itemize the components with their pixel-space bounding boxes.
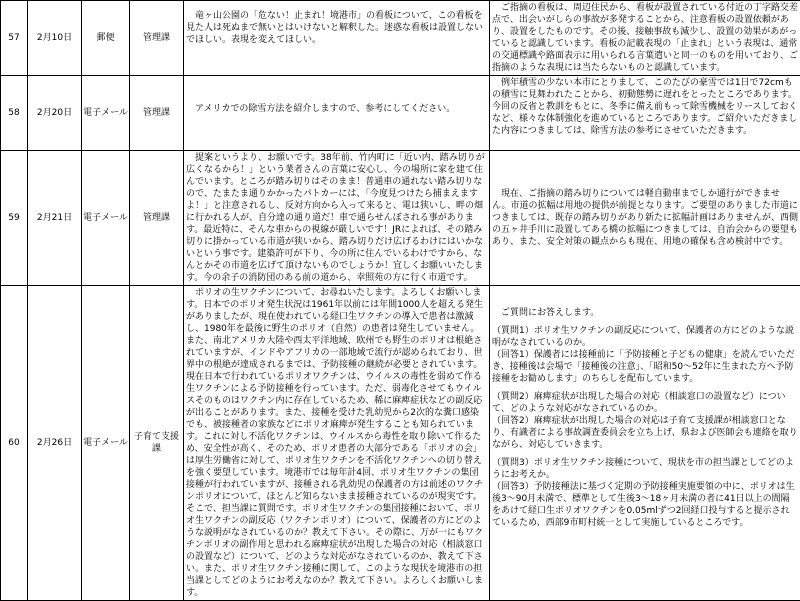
answer-text: ご指摘の看板は、周辺住民から、看板が設置されている付近の丁字路交差点で、出会いがしらの事故が多発することから、注意看板の設置依頼があり、設置をしたものです。その後、接触事故も減少し、設置の効果があがっていると認識しています。看板の記載表現の「止まれ」という表現は、通常の交通標識や路面表示に用いられる言葉遣いと同一のものを用いており、ご指摘のような表現には当たらないものと認識しています。 (492, 2, 798, 74)
row-method: 郵便 (82, 1, 130, 76)
request-text: 提案というより、お願いです。38年前、竹内町に「近い内、踏み切りが広くなるから！」という業者さんの言葉に安心し、今の場所に家を建て住んでいます。ところが踏み切りはそのまま！普通車の通れない踏み切りなので、たまたま通りかかったパトカーには、「今度見つけたら捕まえますよ！」と注意されるし、反対方向から入って来ると、電は狭いし、畔の畑に行かれる人が、自分達の通り道だ！車で通らせんぼされる事があります。最近特に、そんな車からの視線が厳しいです！JRによれば、その踏み切りに掛かっている市道が狭いから、踏み切りだけ広げるわけにはいかないという事です。建築許可が下り、今の所に住んでいるわけですから、なんとかその市道を広げて頂けないものでしょうか！宜しくお願いいたします。今の余子の消防団のある前の道から、幸照苑の方に行く市道です。 (186, 152, 487, 284)
answer-reply-1: （回答1）保護者には接種前に「予防接種と子どもの健康」を読んでいただき、接種後は会場で「接種後の注意」、「昭和50～52年に生まれた方へ予防接種をお勧めします」のちらしを配布しています。 (492, 349, 798, 385)
table-row (1, 1, 800, 76)
row-department: 子育て支援課 (130, 286, 184, 601)
request-text: ポリオの生ワクチンについて、お尋ねいたします。よろしくお願いします。日本でのポリオ発生状況は1961年以前には年間1000人を超える発生がありましたが、現在使われている経口生ワクチンの導入で患者は激減し、1980年を最後に野生のポリオ（自然）の患者は発生していません。また、南北アメリカ大陸や西太平洋地域、欧州でも野生のポリオは根絶されていますが、インドやアフリカの一部地域で流行が認められており、世界中の根絶が達成されるまでは、予防接種の継続が必要とされています。現在日本で行われているポリオワクチンは、ウイルスの毒性を弱めて作る生ワクチンによる予防接種を行っています。ただ、弱毒化させてもウイルスそのものはワクチン内に存在しているため、稀に麻痺症状などの副反応が出ることがあります。また、接種を受けた乳幼児から2次的な糞口感染でも、被接種者の家族などにポリオ麻痺が発生することも知られています。これに対し不活化ワクチンは、ウイルスから毒性を取り除いて作るため、安全性が高く、そのため、ポリオ患者の大部分である「ポリオの会」は厚生労働省に対して、ポリオ生ワクチンを不活化ワクチンへの切り替えを強く要望しています。境港市では毎年計4回、ポリオ生ワクチンの集団接種が行われていますが、接種される乳幼児の保護者の方は前述のワクチンポリオについて、ほとんど知らないまま接種されているのが現実です。そこで、担当課に質問です。ポリオ生ワクチンの集団接種において、ポリオ生ワクチンの副反応（ワクチンポリオ）について、保護者の方にどのような説明がなされているのか？教えて下さい。その際に、万が一にもワクチンポリオの副作用と思われる麻痺症状が出現した場合の対応（相談窓口の設置など）について、どのような対応がなされているのか、教えて下さい。また、ポリオ生ワクチン接種に関して、このような現状を境港市の担当課としてどのようにお考えなのか？教えて下さい。よろしくお願いします。 (186, 287, 487, 599)
answer-text: 例年積雪の少ない本市にとりまして、このたびの豪雪では1日で72cmもの積雪に見舞われたことから、初動態勢に遅れをとったところであります。今回の反省と教訓をもとに、冬季に備え前もって除雪機械をリースしておくなど、様々な体制強化を進めているところであります。ご紹介いただきました内容につきましては、除雪方法の参考にさせていただきます。 (492, 77, 798, 137)
table-row (1, 151, 800, 286)
row-number: 60 (1, 286, 28, 601)
row-date: 2月10日 (28, 1, 82, 76)
row-request (184, 76, 490, 151)
row-request (184, 1, 490, 76)
row-date: 2月21日 (28, 151, 82, 286)
row-answer (490, 1, 800, 76)
row-department: 管理課 (130, 76, 184, 151)
answer-question-1: （質問1）ポリオ生ワクチンの副反応について、保護者の方にどのような説明がなされているのか。 (492, 325, 798, 349)
row-method: 電子メール (82, 76, 130, 151)
row-date: 2月20日 (28, 76, 82, 151)
row-number: 59 (1, 151, 28, 286)
row-request (184, 151, 490, 286)
row-request (184, 286, 490, 601)
row-number: 57 (1, 1, 28, 76)
row-date: 2月26日 (28, 286, 82, 601)
row-answer (490, 76, 800, 151)
row-method: 電子メール (82, 286, 130, 601)
answer-reply-2: （回答2）麻痺症状が出現した場合の対応は子育て支援課が相談窓口となり、有識者による事故調査委員会を立ち上げ、県および医師会も連絡を取りながら、対応していきます。 (492, 415, 798, 451)
row-department: 管理課 (130, 1, 184, 76)
table-row (1, 76, 800, 151)
answer-reply-3: （回答3）予防接種法に基づく定期の予防接種実施要領の中に、ポリオは生後3～90月未満で、標準として生後3～18ヶ月未満の者に41日以上の間隔をあけて経口生ポリオワクチンを0.05mlずつ2回経口投与すると提示されているため、西部9市町村統一として実施しているところです。 (492, 481, 798, 529)
answer-question-3: （質問3）ポリオ生ワクチン接種について、現状を市の担当課としてどのようにお考えか。 (492, 457, 798, 481)
answer-question-2: （質問2）麻痺症状が出現した場合の対応（相談窓口の設置など）について、どのような対応がなされているのか。 (492, 391, 798, 415)
row-method: 電子メール (82, 151, 130, 286)
request-text: 竜ヶ山公園の「危ない！止まれ！境港市」の看板について、この看板を見た人は死ぬまで無いとはいけないと解釈した。迷惑な看板は設置しないでほしい。表現を変えてほしい。 (186, 10, 487, 46)
request-text: アメリカでの除雪方法を紹介しますので、参考にしてください。 (186, 103, 487, 115)
row-answer (490, 286, 800, 601)
answer-intro: ご質問にお答えします。 (492, 307, 798, 319)
table-row (1, 286, 800, 601)
row-answer (490, 151, 800, 286)
row-number: 58 (1, 76, 28, 151)
answer-text: 現在、ご指摘の踏み切りについては軽自動車までしか通行ができません。市道の拡幅は用地の提供が前提となります。ご要望のありました市道につきましては、既存の踏み切りがあり新たに拡幅計画はありませんが、西側の五ヶ井手川に設置してある橋の拡幅につきましては、自治会からの要望もあり、また、安全対策の観点からも現在、用地の確保も含め検討中です。 (492, 188, 798, 248)
row-department: 管理課 (130, 151, 184, 286)
